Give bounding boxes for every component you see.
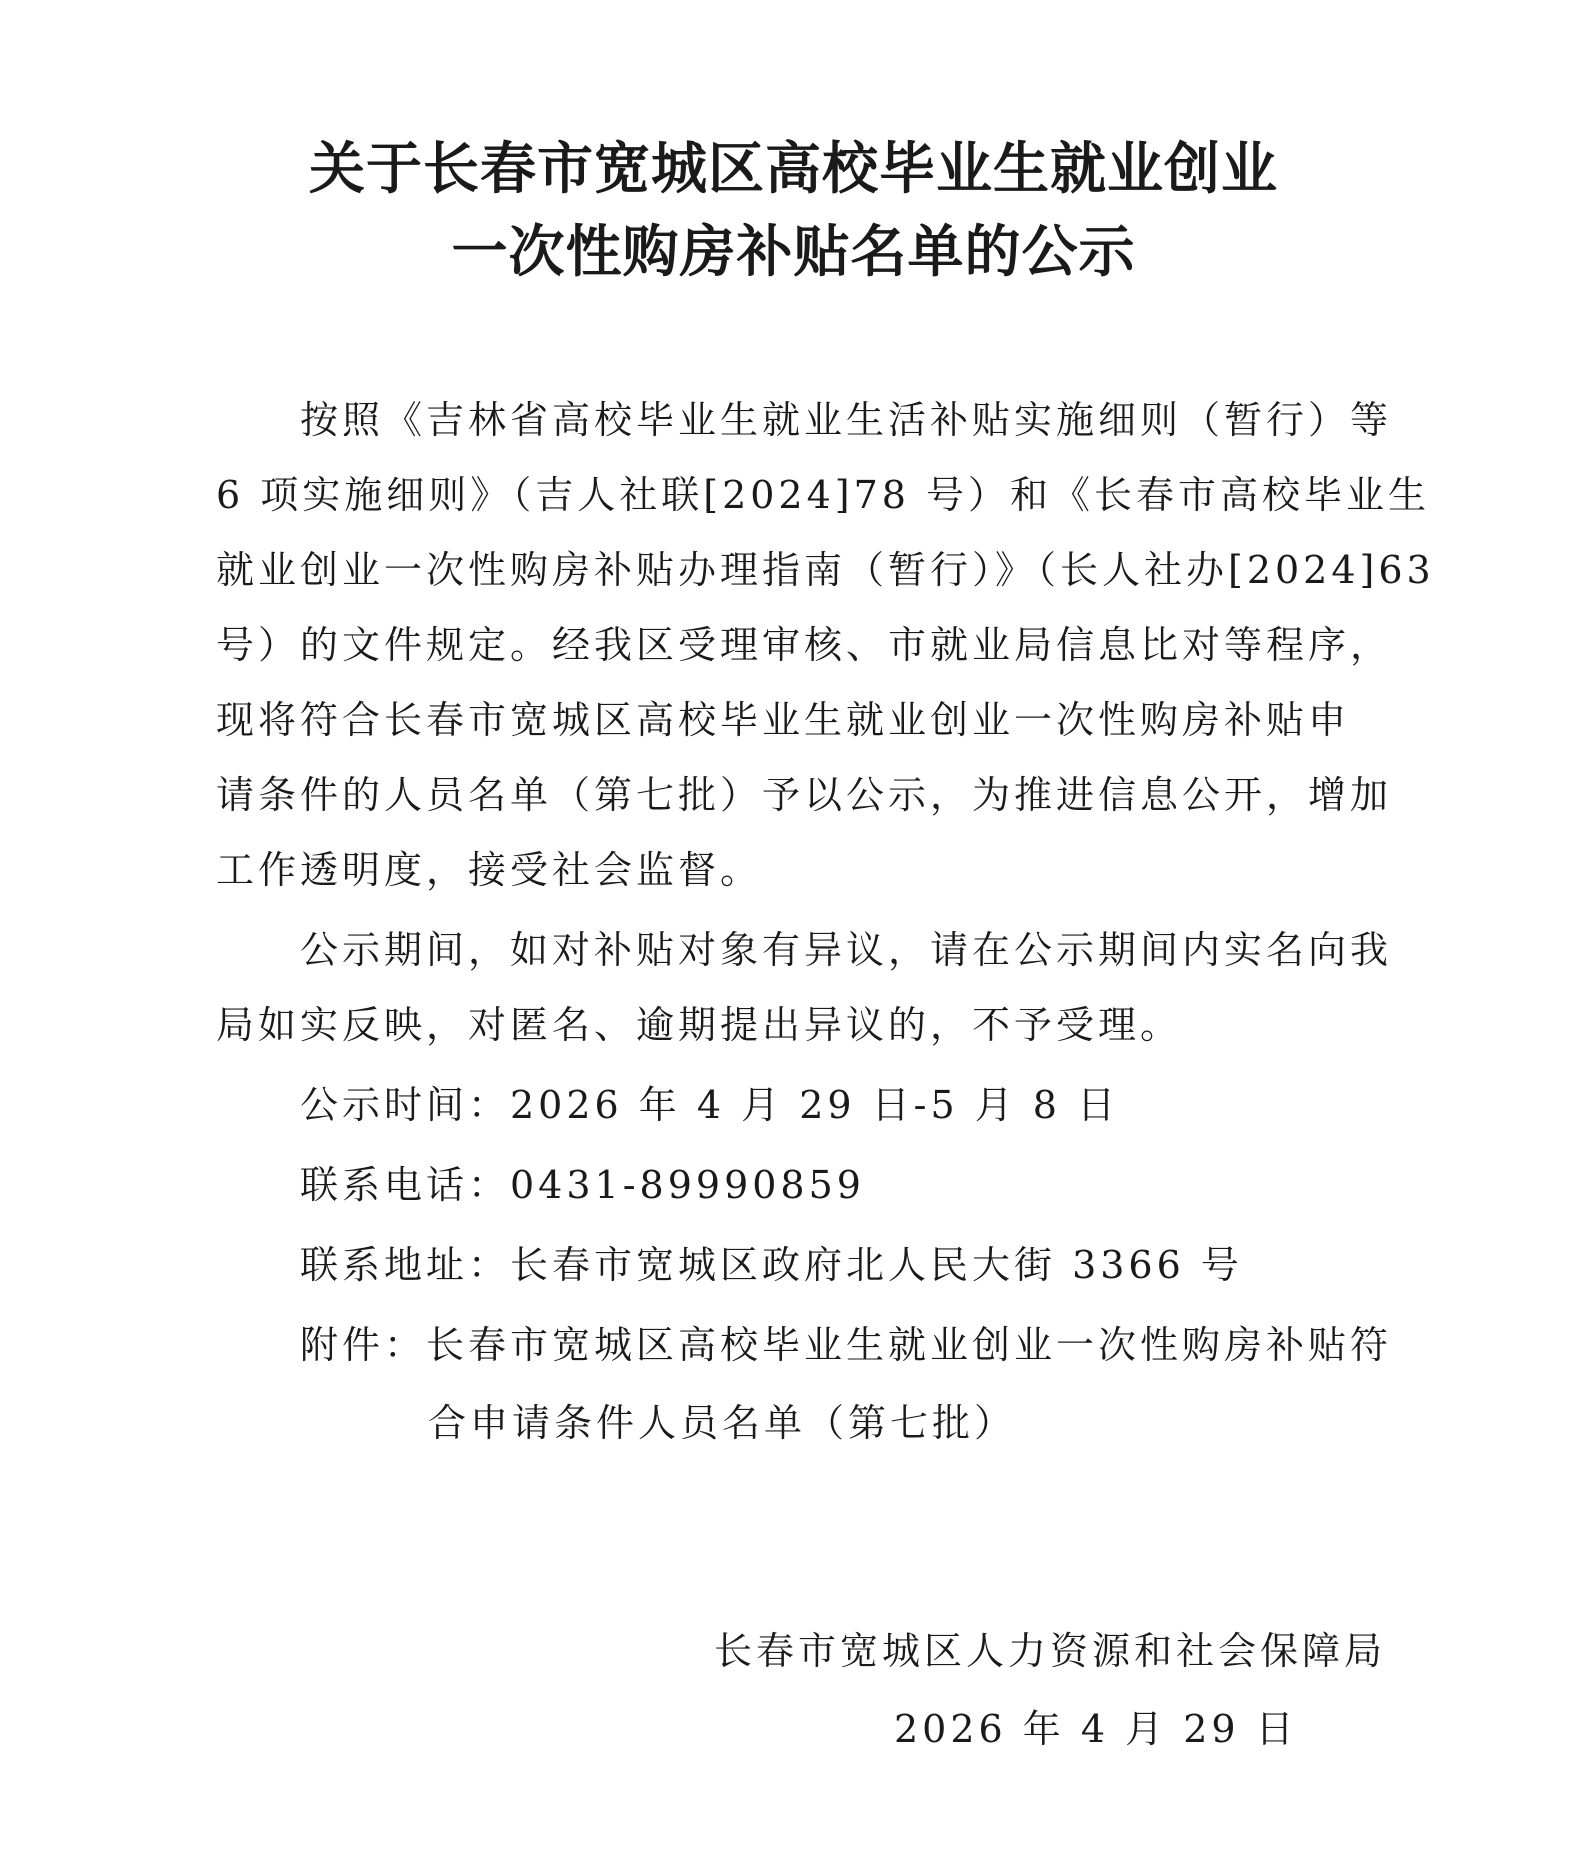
contact-address: 联系地址：长春市宽城区政府北人民大街 3366 号 <box>300 1243 1243 1287</box>
paragraph-2-line-2: 局如实反映，对匿名、逾期提出异议的，不予受理。 <box>216 1003 1183 1047</box>
paragraph-1-line-1: 按照《吉林省高校毕业生就业生活补贴实施细则（暂行）等 <box>300 398 1393 442</box>
announcement-period: 公示时间：2026 年 4 月 29 日-5 月 8 日 <box>300 1083 1120 1127</box>
attachment-line-2: 合申请条件人员名单（第七批） <box>428 1401 1017 1445</box>
paragraph-1-line-5: 现将符合长春市宽城区高校毕业生就业创业一次性购房补贴申 <box>216 698 1351 742</box>
document-title-line-1: 关于长春市宽城区高校毕业生就业创业 <box>309 136 1278 202</box>
paragraph-1-line-4: 号）的文件规定。经我区受理审核、市就业局信息比对等程序， <box>216 623 1393 667</box>
paragraph-1-line-3: 就业创业一次性购房补贴办理指南（暂行）》（长人社办[2024]63 <box>216 548 1435 592</box>
paragraph-1-line-7: 工作透明度，接受社会监督。 <box>216 848 763 892</box>
paragraph-1-line-2: 6 项实施细则》（吉人社联[2024]78 号）和《长春市高校毕业生 <box>216 473 1431 517</box>
document-title-line-2: 一次性购房补贴名单的公示 <box>451 219 1136 285</box>
contact-phone: 联系电话：0431-89990859 <box>300 1163 865 1207</box>
attachment-line-1: 附件：长春市宽城区高校毕业生就业创业一次性购房补贴符 <box>300 1323 1393 1367</box>
signature-date: 2026 年 4 月 29 日 <box>894 1707 1298 1751</box>
paragraph-1-line-6: 请条件的人员名单（第七批）予以公示，为推进信息公开，增加 <box>216 773 1393 817</box>
paragraph-2-line-1: 公示期间，如对补贴对象有异议，请在公示期间内实名向我 <box>300 928 1393 972</box>
signature-organization: 长春市宽城区人力资源和社会保障局 <box>714 1629 1387 1673</box>
